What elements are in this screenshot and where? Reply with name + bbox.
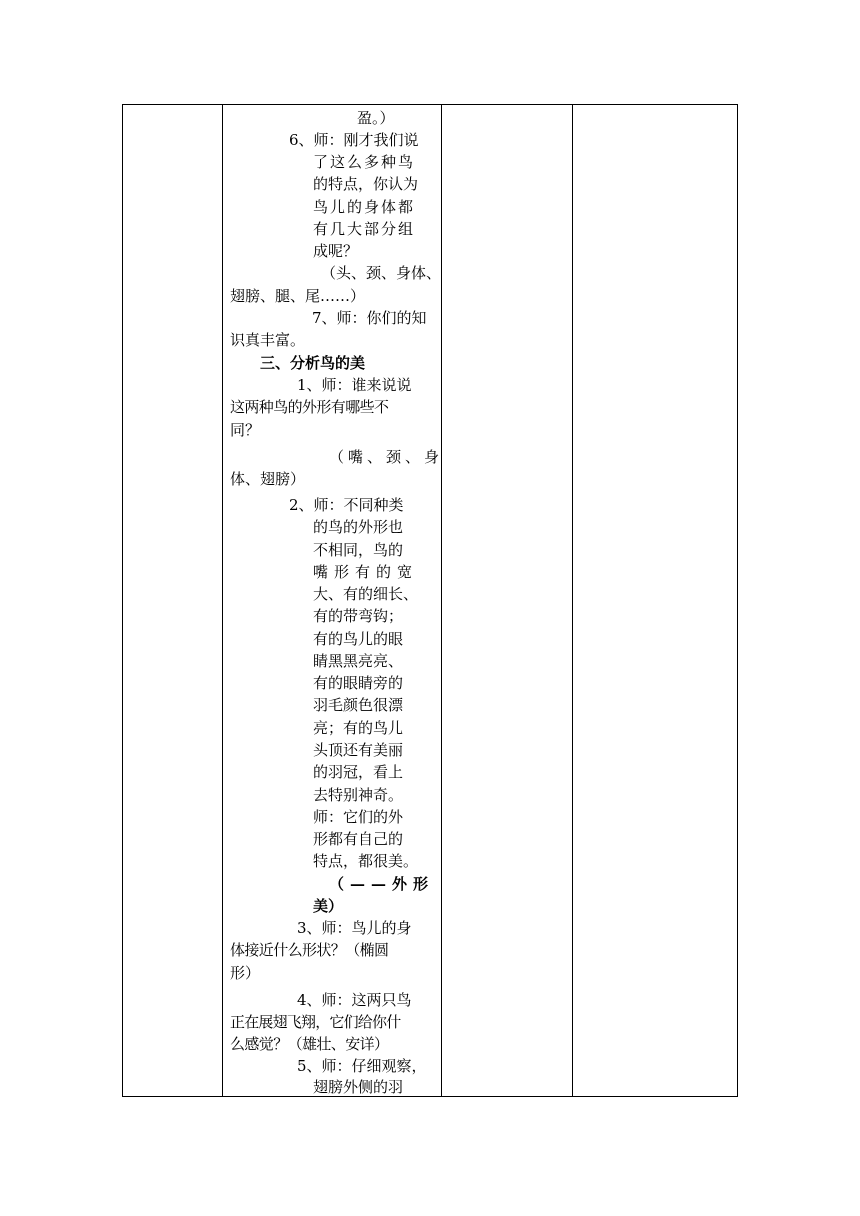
text-line: 大、有的细长、 — [313, 585, 419, 603]
text-line: 6、师：刚才我们说 — [289, 131, 419, 149]
text-line: 1、师：谁来说说 — [297, 376, 412, 394]
text-line: 有几大部分组 — [313, 220, 416, 238]
text-line: （嘴、颈、身 — [329, 448, 444, 466]
column-divider — [441, 105, 442, 1096]
text-line: 同？ — [230, 421, 261, 439]
text-line: （头、颈、身体、 — [321, 264, 442, 282]
text-line: 羽毛颜色很漂 — [313, 696, 404, 714]
text-line: 体、翅膀） — [230, 470, 306, 488]
text-line: 正在展翅飞翔，它们给你什 — [230, 1013, 401, 1031]
text-line: 头顶还有美丽 — [313, 741, 404, 759]
text-line: 成呢？ — [313, 242, 359, 260]
text-line: 去特别神奇。 — [313, 786, 404, 804]
text-line: 3、师：鸟儿的身 — [297, 919, 412, 937]
table-cell-content — [223, 105, 444, 1096]
text-line: 么感觉？（雄壮、安详） — [230, 1035, 389, 1053]
text-line: 翅膀、腿、尾……） — [230, 287, 366, 305]
text-line: 师：它们的外 — [313, 808, 404, 826]
text-line: 这两种鸟的外形有哪些不 — [230, 398, 389, 416]
text-line: 4、师：这两只鸟 — [297, 991, 412, 1009]
section-heading: 三、分析鸟的美 — [260, 354, 366, 372]
text-line: 识真丰富。 — [230, 331, 306, 349]
text-line: 有的带弯钩； — [313, 607, 404, 625]
column-divider — [572, 105, 573, 1096]
text-line: 的特点，你认为 — [313, 175, 419, 193]
text-line: 翅膀外侧的羽 — [313, 1078, 404, 1096]
text-line: 的羽冠，看上 — [313, 763, 404, 781]
text-line: 形） — [230, 964, 261, 982]
text-line: 美） — [313, 897, 344, 915]
text-line: （——外形 — [329, 875, 435, 893]
lesson-table — [122, 104, 738, 1097]
text-line: 不相同，鸟的 — [313, 541, 404, 559]
text-line: 嘴形有的宽 — [313, 563, 419, 581]
text-line: 有的鸟儿的眼 — [313, 630, 404, 648]
text-line: 睛黑黑亮亮、 — [313, 652, 404, 670]
text-line: 7、师：你们的知 — [312, 309, 427, 327]
text-line: 形都有自己的 — [313, 830, 404, 848]
text-line: 特点，都很美。 — [313, 852, 419, 870]
text-line: 的鸟的外形也 — [313, 518, 404, 536]
text-line: 5、师：仔细观察， — [297, 1057, 427, 1075]
text-line: 2、师：不同种类 — [289, 496, 404, 514]
text-line: 盈。） — [357, 109, 395, 127]
text-line: 有的眼睛旁的 — [313, 674, 404, 692]
text-line: 鸟儿的身体都 — [313, 198, 416, 216]
text-line: 了这么多种鸟 — [313, 153, 416, 171]
text-line: 体接近什么形状？（椭圆 — [230, 941, 389, 959]
text-line: 亮；有的鸟儿 — [313, 719, 404, 737]
